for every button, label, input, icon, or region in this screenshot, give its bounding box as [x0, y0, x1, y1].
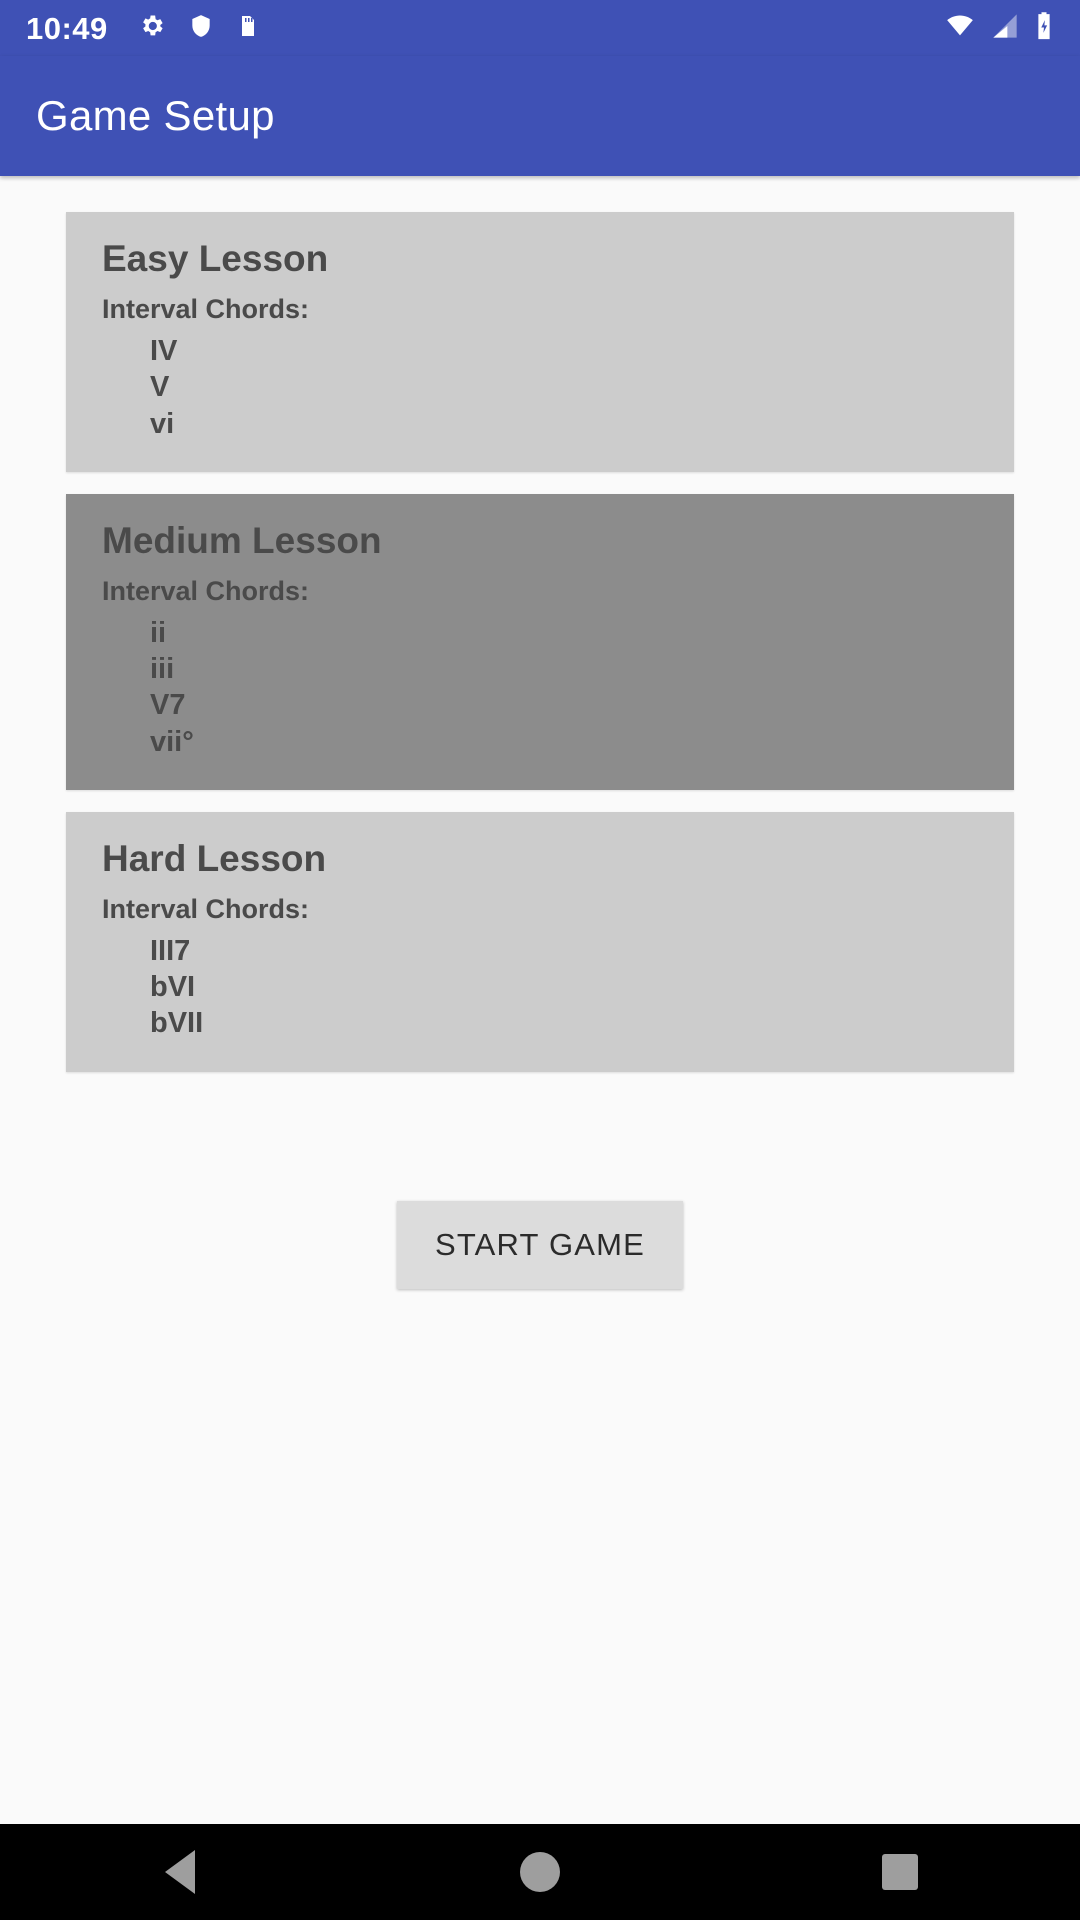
gear-icon — [138, 12, 166, 45]
lesson-title: Easy Lesson — [102, 238, 329, 279]
sd-card-icon — [236, 12, 260, 45]
chord-item: V7 — [150, 689, 186, 722]
signal-icon — [990, 12, 1020, 45]
home-nav-icon[interactable] — [480, 1824, 600, 1920]
chord-item: iii — [150, 653, 175, 685]
lesson-card-easy[interactable] — [66, 212, 1014, 472]
start-game-button[interactable]: START GAME — [397, 1201, 683, 1289]
system-navigation-bar — [0, 1824, 1080, 1920]
chord-item: vii° — [150, 725, 194, 758]
chord-list — [102, 615, 978, 760]
chord-list — [102, 933, 978, 1042]
lesson-subtitle: Interval Chords: — [102, 294, 310, 324]
chord-item: III7 — [150, 934, 191, 967]
app-bar — [0, 56, 1080, 176]
status-left-icons — [138, 12, 260, 45]
status-clock: 10:49 — [26, 10, 108, 46]
start-button-container — [0, 1201, 1080, 1289]
lesson-title: Medium Lesson — [102, 519, 382, 561]
status-right-icons — [944, 11, 1054, 46]
chord-list — [102, 333, 978, 442]
wifi-icon — [944, 12, 976, 45]
lesson-card-hard[interactable] — [66, 812, 1014, 1072]
lesson-title: Hard Lesson — [102, 837, 327, 879]
chord-item: V — [150, 371, 170, 404]
lesson-subtitle: Interval Chords: — [102, 893, 310, 924]
battery-charging-icon — [1034, 11, 1054, 46]
lesson-card-medium[interactable] — [66, 494, 1014, 790]
shield-icon — [188, 12, 214, 45]
back-nav-icon[interactable] — [120, 1824, 240, 1920]
page-title: Game Setup — [36, 92, 275, 139]
chord-item: vi — [150, 407, 175, 440]
status-bar — [0, 0, 1080, 56]
main-content — [0, 176, 1080, 1824]
lesson-subtitle: Interval Chords: — [102, 575, 310, 606]
chord-item: IV — [150, 335, 178, 367]
chord-item: bVII — [150, 1007, 204, 1040]
chord-item: bVI — [150, 971, 196, 1003]
recents-nav-icon[interactable] — [840, 1824, 960, 1920]
chord-item: ii — [150, 616, 167, 649]
